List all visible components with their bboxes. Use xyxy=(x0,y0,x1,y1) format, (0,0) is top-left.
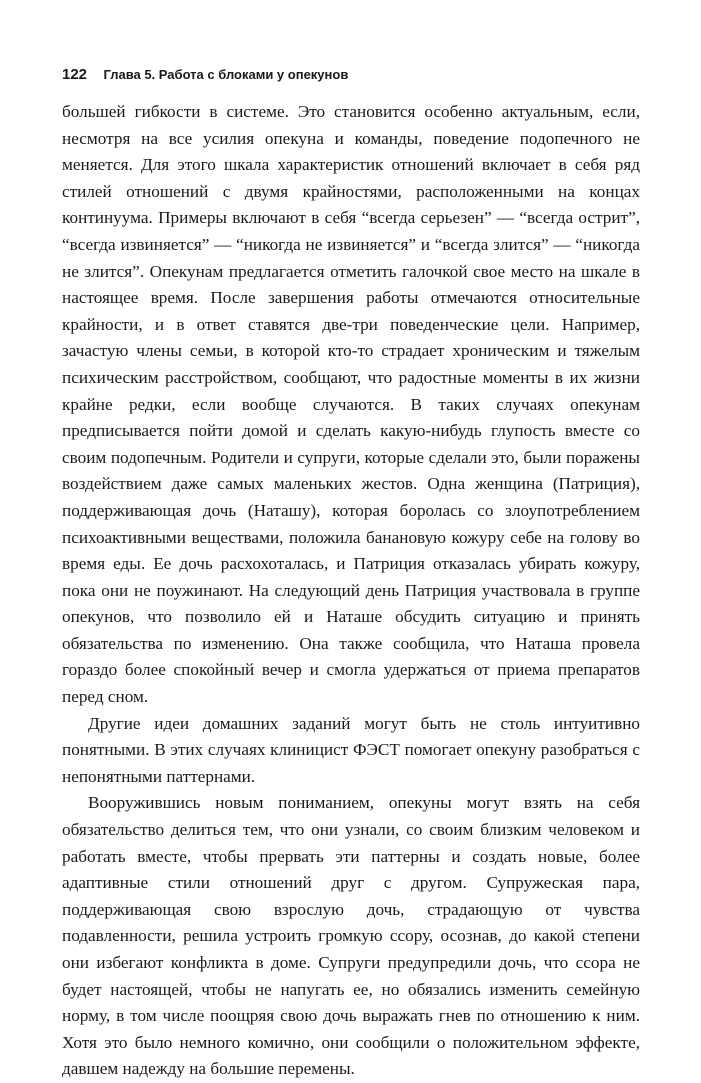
paragraph-homework-ideas: Другие идеи домашних заданий могут быть не столь интуитивно понятными. В этих случаях клиницист ФЭСТ помогает опекуну разобраться с непонятными паттернами. xyxy=(62,713,640,786)
running-header xyxy=(62,66,348,86)
body-text xyxy=(62,99,640,1083)
chapter-title: Глава 5. Работа с блоками у опекунов xyxy=(103,67,349,82)
paragraph-continuation: большей гибкости в системе. Это становится особенно актуальным, если, несмотря на все усилия опекуна и команды, поведение подопечного не меняется. Для этого шкала характеристик отношений включает в себя ряд стилей отношений с двумя крайностями, расположенными на концах континуума. Примеры включают в себя “всегда серьезен” — “всегда острит”, “всегда извиняется” — “никогда не извиняется” и “всегда злится” — “никогда не злится”. Опекунам предлагается отметить галочкой свое место на шкале в настоящее время. После завершения работы отмечаются относительные крайности, и в ответ ставятся две-три поведенческие цели. Например, зачастую члены семьи, в которой кто-то страдает хроническим и тяжелым психическим расстройством, сообщают, что радостные моменты в их жизни крайне редки, если вообще случаются. В таких случаях опекунам предписывается пойти домой и сделать какую-нибудь глупость вместе со своим подопечным. Родители и супруги, которые сделали это, были поражены воздействием даже самых маленьких жестов. Одна женщина (Патриция), поддерживающая дочь (Наташу), которая боролась со злоупотреблением психоактивными веществами, положила банановую кожуру себе на голову во время еды. Ее дочь расхохоталась, и Патриция отказалась убирать кожуру, пока они не поужинают. На следующий день Патриция участвовала в группе опекунов, что позволило ей и Наташе обсудить ситуацию и принять обязательства по изменению. Она также сообщила, что Наташа провела гораздо более спокойный вечер и смогла удержаться от приема препаратов перед сном. xyxy=(62,102,640,707)
paragraph-new-understanding: Вооружившись новым пониманием, опекуны могут взять на себя обязательство делиться тем, что они узнали, со своим близким человеком и работать вместе, чтобы прервать эти паттерны и создать новые, более адаптивные стили отношений друг с другом. Супружеская пара, поддерживающая свою взрослую дочь, страдающую от чувства подавленности, решила устроить громкую ссору, осознав, до какой степени они избегают конфликта в доме. Супруги предупредили дочь, что ссора не будет настоящей, чтобы не напугать ее, но обязались изменить семейную норму, в том числе поощряя свою дочь выражать гнев по отношению к ним. Хотя это было немного комично, они сообщили о положительном эффекте, давшем надежду на большие перемены. xyxy=(62,793,640,1079)
book-page xyxy=(62,0,640,1079)
page-number: 122 xyxy=(62,66,88,83)
